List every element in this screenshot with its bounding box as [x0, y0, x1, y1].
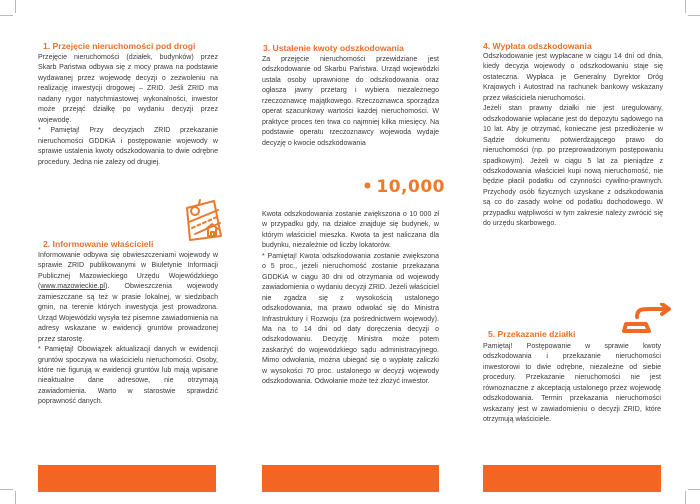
section-1-text: Przejęcie nieruchomości (działek, budynków) przez Skarb Państwa odbywa się z mocy prawa na podstawie wydawanej przez wojewodę decyzji o zezwoleniu na realizację inwestycji drogowej – ZRID. Jeśli ZRID ma nadany rygor natychmiastowej wykonalności, inwestor może przejąć działkę po wydaniu decyzji przez wojewodę.	[38, 54, 218, 124]
crop-mark-bottom-right-v	[685, 491, 686, 504]
section-2-text-post: ). Obwieszczenia wojewody zamieszczane są też w prasie lokalnej, w siedzibach gmin, na terenie których inwestycja jest prowadzona. Urząd Wojewódzki wysyła też pisemne zawiadomienia na adresy wskazane w ewidencji gruntów prowadzonej przez starostę.	[38, 283, 218, 343]
section-2-body	[38, 251, 218, 408]
footer-bar-2	[262, 465, 439, 492]
road-and-house-icon	[184, 198, 224, 242]
section-3-text: Za przejęcie nieruchomości przewidziane jest odszkodowanie od Skarbu Państwa. Urząd wojewódzki ustala osoby uprawnione do odszkodowania oraz ogłasza jawny przetarg i wybiera niezależnego rzeczoznawcę majątkowego. Rzeczoznawca sporządza operat szacunkowy wartości każdej nieruchomości. W praktyce proces ten trwa co najmniej kilka miesięcy. Na podstawie operatu rzeczoznawcy wojewoda wydaje decyzję o kwocie odszkodowania	[262, 56, 439, 147]
column-1	[38, 0, 218, 504]
compensation-bonus-value: 10,000	[376, 177, 445, 197]
section-5-heading: 5. Przekazanie działki	[488, 329, 576, 339]
crop-mark-top-left-v	[15, 0, 16, 13]
section-3-note: * Pamiętaj! Kwota odszkodowania zostanie zwiększona o 5 proc., jeżeli nieruchomość zostanie przekazana GDDKiA w ciągu 30 dni od otrzymania od wojewody zawiadomienia o wydaniu decyzji ZRID. Jeżeli właściciel nie zgadza się z wysokością ustalonego odszkodowania, ma prawo odwołać się do Ministra Infrastruktury i Rozwoju (za pośrednictwem wojewody). Ma na to 14 dni od daty doręczenia decyzji o odszkodowaniu. Decyzję Ministra może potem zaskarżyć do wojewódzkiego sądu administracyjnego. Mimo odwołania, można ubiegać się o wypłatę zaliczki w wysokości 70 proc. ustalonego w decyzji wojewody odszkodowania. Odwołanie może też złożyć inwestor.	[262, 252, 439, 386]
section-3-body	[262, 55, 439, 149]
column-3	[483, 0, 663, 504]
section-4-text: Odszkodowanie jest wypłacane w ciągu 14 dni od dnia, kiedy decyzja wojewody o odszkodowaniu staje się ostateczna. Wypłaca je Generalny Dyrektor Dróg Krajowych i Autostrad na rachunek bankowy wskazany przez właściciela nieruchomości.	[483, 53, 663, 102]
section-2-text-pre: Informowanie odbywa się obwieszczeniami wojewody w sprawie ZRID publikowanymi w Biuletynie Informacji Publicznej Mazowieckiego Urzędu Wojewódzkiego (	[38, 252, 218, 291]
section-4-heading: 4. Wypłata odszkodowania	[483, 41, 592, 51]
section-3-body-2	[262, 210, 439, 388]
section-4-text-2: Jeżeli stan prawny działki nie jest uregulowany, odszkodowanie wpłacane jest do depozytu sądowego na 10 lat. Aby je otrzymać, konieczne jest przedłożenie w Sądzie dokumentu potwierdzającego prawo do nieruchomości (np. po przeprowadzonym postępowaniu spadkowym). Jeżeli w ciągu 5 lat za pieniądze z odszkodowania właściciel kupi nową nieruchomość, nie będzie płacił podatku od czynności cywilno-prawnych. Przychody osób fizycznych uzyskane z odszkodowania są co do zasady wolne od podatku dochodowego. W przypadku wątpliwości w tym zakresie należy zwrócić się do urzędu skarbowego.	[483, 105, 663, 228]
column-2	[262, 0, 445, 504]
crop-mark-top-right-h	[688, 15, 700, 16]
voivodeship-website-link[interactable]: www.mazowieckie.pl	[40, 283, 105, 291]
crop-mark-bottom-left-h	[0, 489, 13, 490]
compensation-bonus-figure: • 10,000	[362, 177, 445, 197]
section-2-heading: 2. Informowanie właścicieli	[43, 239, 154, 249]
crop-mark-top-right-v	[685, 0, 686, 13]
section-1-heading: 1. Przejęcie nieruchomości pod drogi	[43, 41, 196, 51]
section-5-body	[483, 342, 661, 426]
section-1-note: * Pamiętaj! Przy decyzjach ZRID przekazanie nieruchomości GDDKiA i postępowanie wojewody w sprawie ustalenia kwoty odszkodowania to dwie odrębne procedury. Jedna nie zależy od drugiej.	[38, 127, 218, 166]
crop-mark-top-left-h	[0, 15, 13, 16]
crop-mark-bottom-left-v	[15, 491, 16, 504]
footer-bar-1	[38, 465, 216, 492]
section-4-body	[483, 52, 663, 230]
section-1-body	[38, 53, 218, 168]
section-3-text-2: Kwota odszkodowania zostanie zwiększona o 10 000 zł w przypadku gdy, na działce znajduje się budynek, w którym właściciel mieszka. Kwota ta jest naliczana dla budynku, niezależnie od liczby lokatorów.	[262, 211, 439, 250]
footer-bar-3	[483, 465, 661, 492]
section-3-heading: 3. Ustalenie kwoty odszkodowania	[263, 43, 404, 53]
section-2-note: * Pamiętaj! Obowiązek aktualizacji danych w ewidencji gruntów spoczywa na właścicielu nieruchomości. Osoby, które nie figurują w ewidencji gruntów lub mają wpisane nieaktualne dane adresowe, nie otrzymają zawiadomienia. Warto w starostwie sprawdzić poprawność danych.	[38, 346, 218, 406]
land-handover-arrow-icon	[616, 303, 676, 337]
section-5-text: Pamiętaj! Postępowanie w sprawie kwoty odszkodowania i przekazanie nieruchomości inwestorowi to dwie odrębne, niezależne od siebie procedury. Przekazanie nieruchomości nie jest równoznaczne z akceptacją ustalonego przez wojewodę odszkodowania. Termin przekazania nieruchomości wskazany jest w zawiadomieniu o decyzji ZRID, które otrzymują właściciele.	[483, 343, 661, 424]
crop-mark-bottom-right-h	[688, 489, 700, 490]
